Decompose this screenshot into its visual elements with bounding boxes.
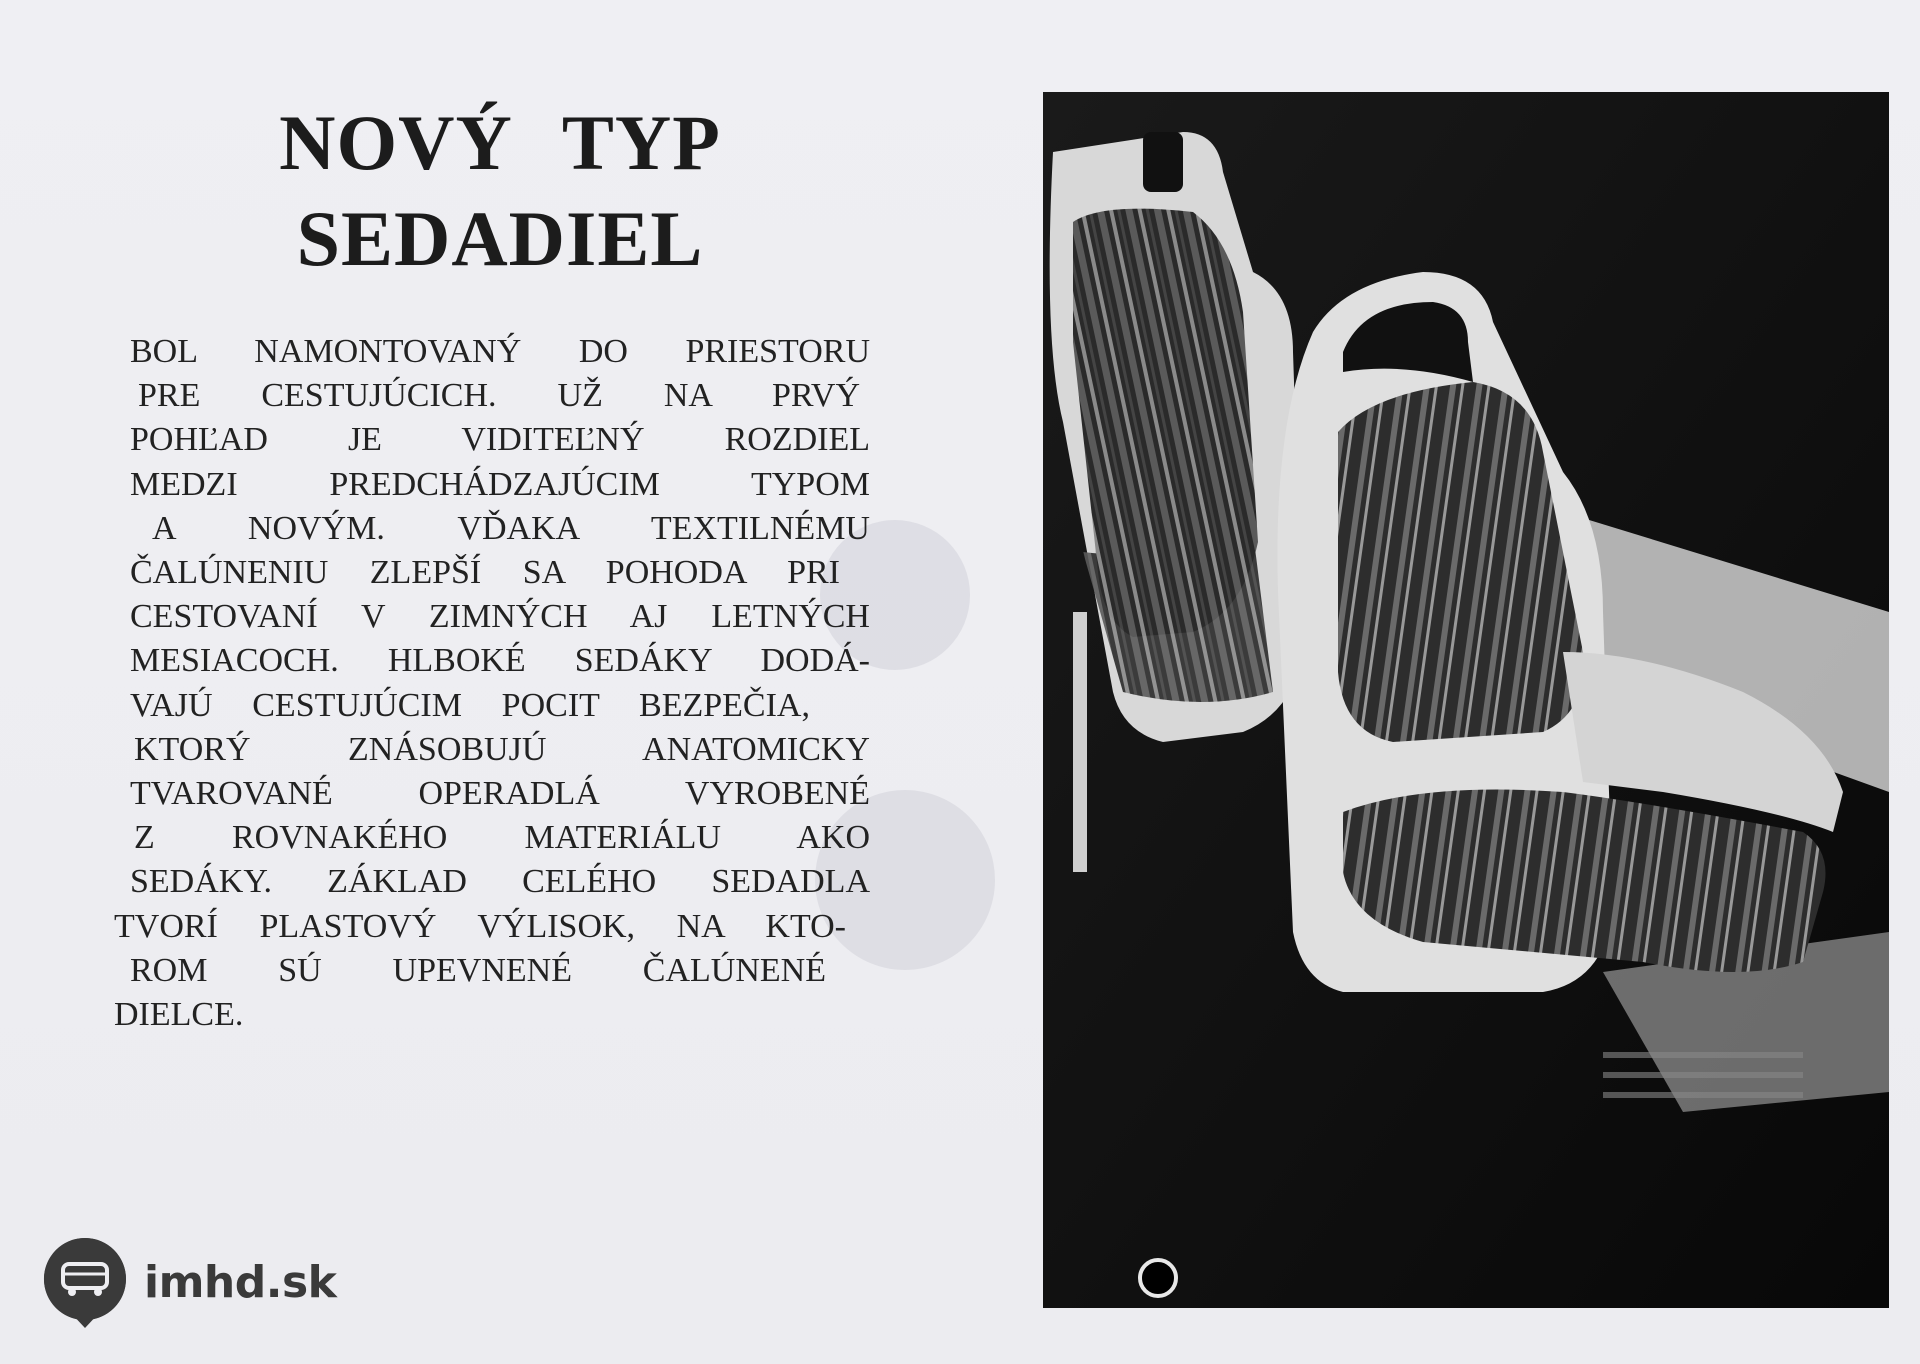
bus-pin-icon <box>40 1234 130 1330</box>
body-line: TVORÍ PLASTOVÝ VÝLISOK, NA KTO- <box>114 907 846 945</box>
article-body <box>114 330 870 1037</box>
body-line: ROM SÚ UPEVNENÉ ČALÚNENÉ <box>130 951 826 989</box>
body-line: TVAROVANÉ OPERADLÁ VYROBENÉ <box>130 775 870 813</box>
bus-seats-photo <box>1043 92 1889 1308</box>
body-line: MESIACOCH. HLBOKÉ SEDÁKY DODÁ- <box>130 642 870 680</box>
body-line: MEDZI PREDCHÁDZAJÚCIM TYPOM <box>130 465 870 503</box>
body-line: A NOVÝM. VĎAKA TEXTILNÉMU <box>152 509 870 547</box>
body-line: POHĽAD JE VIDITEĽNÝ ROZDIEL <box>130 421 870 459</box>
body-line: DIELCE. <box>114 996 244 1034</box>
body-line: BOL NAMONTOVANÝ DO PRIESTORU <box>130 333 870 370</box>
body-line: VAJÚ CESTUJÚCIM POCIT BEZPEČIA, <box>130 686 810 724</box>
body-line: Z ROVNAKÉHO MATERIÁLU AKO <box>134 819 870 857</box>
body-line: KTORÝ ZNÁSOBUJÚ ANATOMICKY <box>134 730 870 768</box>
body-line: SEDÁKY. ZÁKLAD CELÉHO SEDADLA <box>130 863 870 901</box>
title-line-2: SEDADIEL <box>296 195 704 282</box>
body-line: CESTOVANÍ V ZIMNÝCH AJ LETNÝCH <box>130 598 870 636</box>
body-line: PRE CESTUJÚCICH. UŽ NA PRVÝ <box>138 377 860 415</box>
title-line-1: NOVÝ TYP <box>279 99 721 186</box>
brand-name: imhd.sk <box>144 1256 337 1308</box>
page-title <box>180 95 820 287</box>
brand-logo[interactable] <box>40 1232 336 1332</box>
body-line: ČALÚNENIU ZLEPŠÍ SA POHODA PRI <box>130 554 840 592</box>
bus-seats-illustration <box>1043 92 1889 1308</box>
